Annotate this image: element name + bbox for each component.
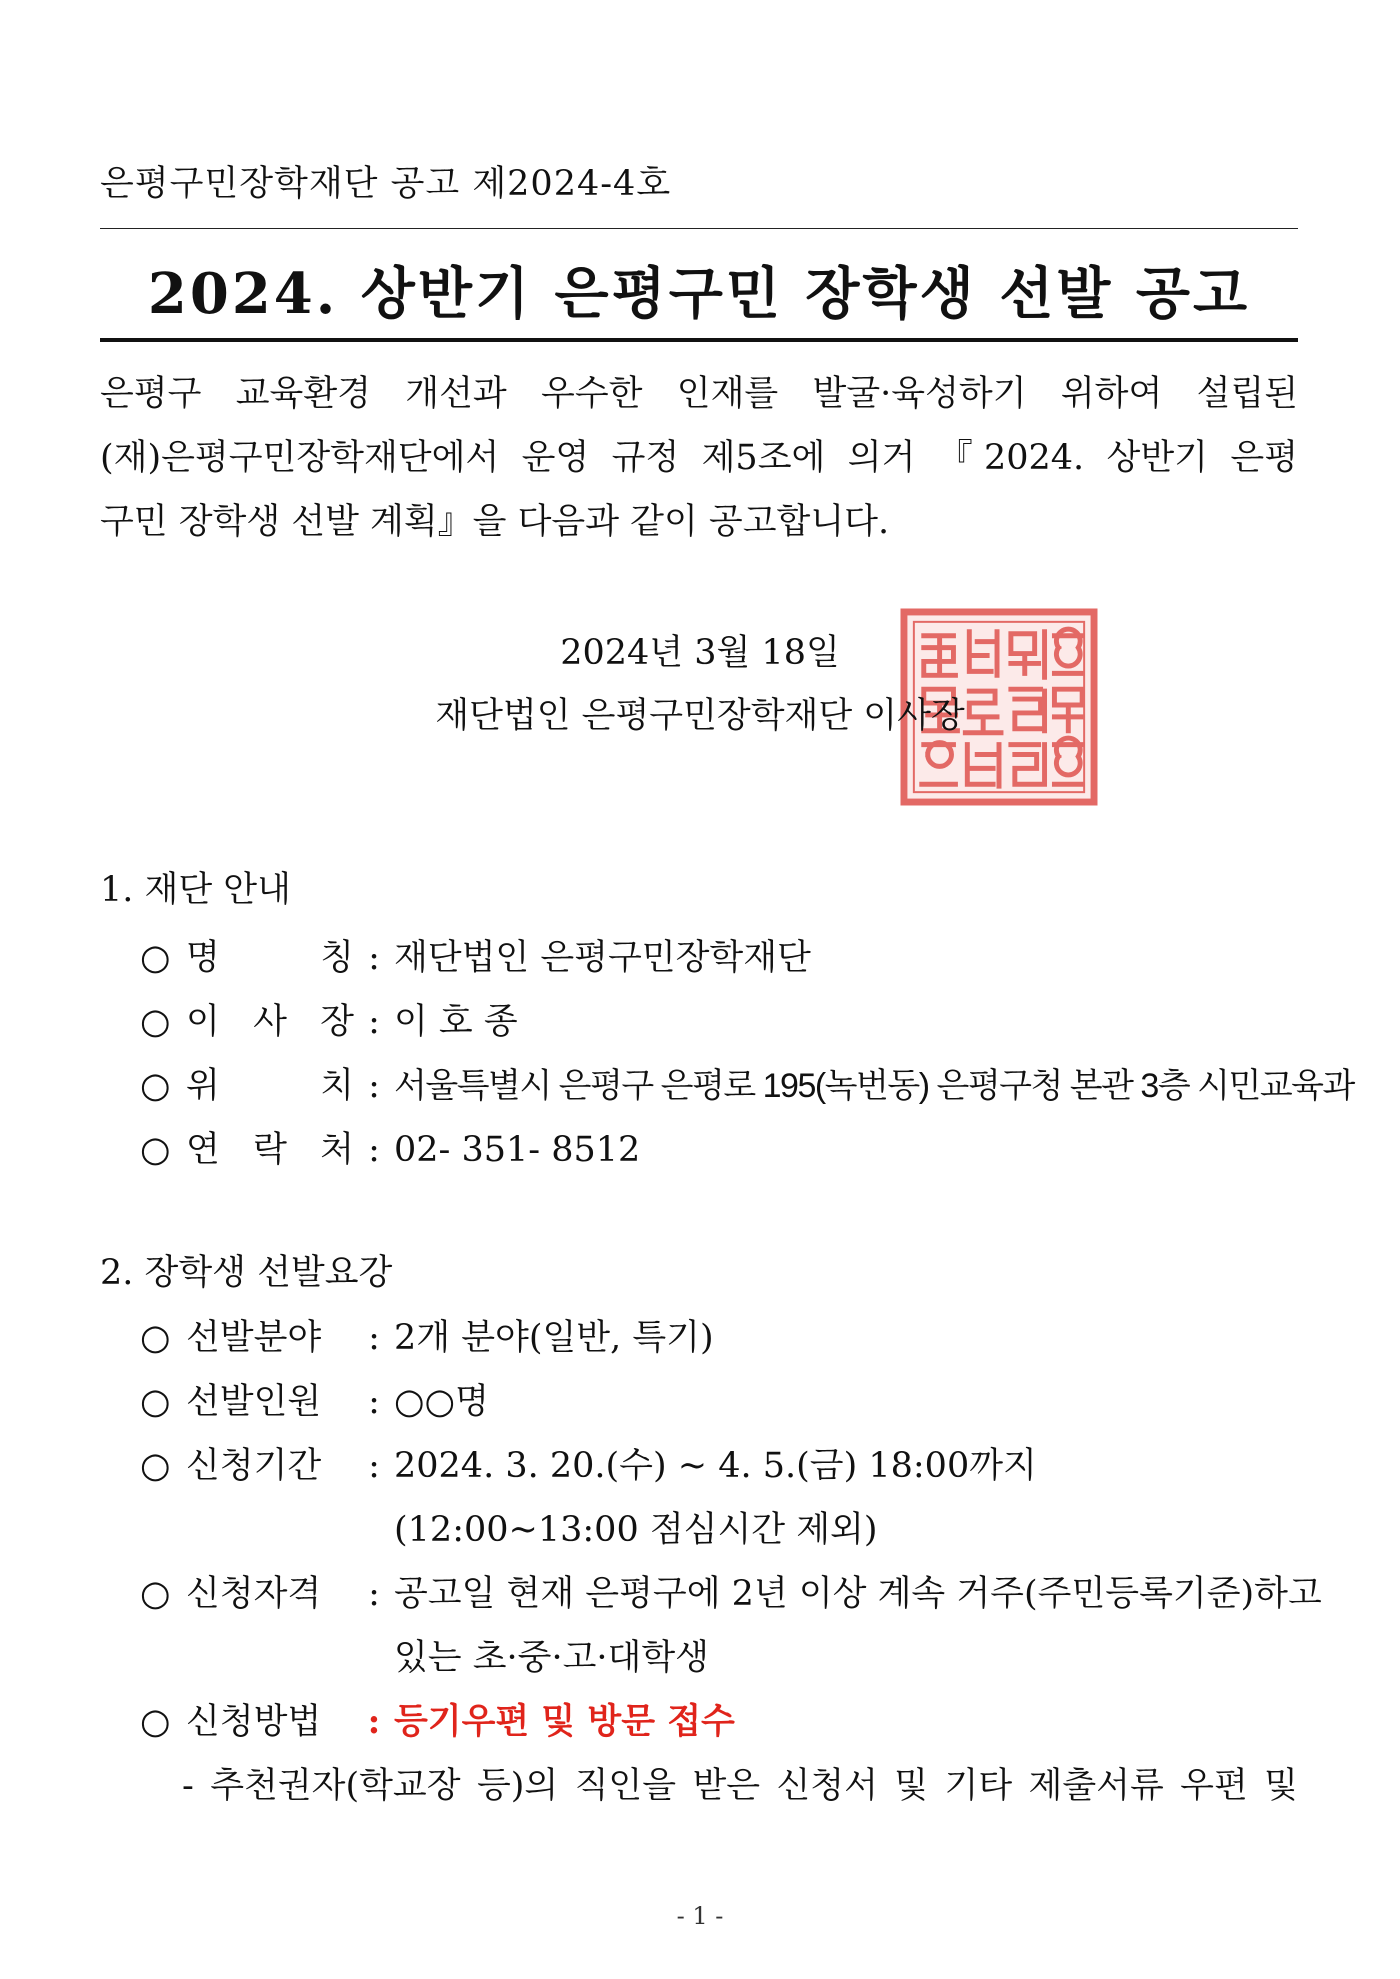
list-item: ○ 명 칭 : 재단법인 은평구민장학재단 bbox=[140, 930, 811, 980]
issuer-name: 재단법인 은평구민장학재단 이사장 bbox=[435, 696, 965, 736]
item-value: 서울특별시 은평구 은평로 195(녹번동) 은평구청 본관 3층 시민교육과 bbox=[394, 1067, 1354, 1105]
intro-paragraph bbox=[100, 362, 1298, 554]
header-divider bbox=[100, 228, 1298, 229]
item-value-continued: (12:00~13:00 점심시간 제외) bbox=[394, 1510, 878, 1550]
announcement-date: 2024년 3월 18일 bbox=[560, 633, 840, 673]
item-label: 위 치 bbox=[186, 1066, 354, 1106]
intro-line: (재)은평구민장학재단에서 운영 규정 제5조에 의거 『2024. 상반기 은평 bbox=[100, 438, 1298, 478]
page-title: 2024. 상반기 은평구민 장학생 선발 공고 bbox=[147, 261, 1251, 327]
list-item: ○ 신청방법 : 등기우편 및 방문 접수 bbox=[140, 1694, 735, 1744]
list-item: ○ 선발인원 : ○○명 bbox=[140, 1374, 489, 1424]
item-value: 2024. 3. 20.(수) ~ 4. 5.(금) 18:00까지 bbox=[394, 1446, 1037, 1486]
item-label: 명 칭 bbox=[186, 938, 354, 978]
item-value-continued: 있는 초·중·고·대학생 bbox=[394, 1638, 709, 1678]
page-number: - 1 - bbox=[676, 1902, 724, 1930]
bullet-icon: ○ bbox=[140, 1702, 171, 1742]
section-heading: 2. 장학생 선발요강 bbox=[100, 1253, 393, 1293]
item-value: ○○명 bbox=[394, 1382, 489, 1422]
item-value: 2개 분야(일반, 특기) bbox=[394, 1318, 714, 1358]
list-item: ○ 선발분야 : 2개 분야(일반, 특기) bbox=[140, 1310, 714, 1360]
list-item: ○ 신청자격 : 공고일 현재 은평구에 2년 이상 계속 거주(주민등록기준)하고 bbox=[140, 1566, 1322, 1616]
item-label: 연 락 처 bbox=[186, 1130, 354, 1170]
bullet-icon: ○ bbox=[140, 1574, 171, 1614]
bullet-icon: ○ bbox=[140, 1066, 171, 1106]
title-divider bbox=[100, 338, 1298, 342]
list-item: ○ 이 사 장 : 이 호 종 bbox=[140, 994, 518, 1044]
item-label: 신청기간 bbox=[186, 1446, 322, 1486]
item-label: 이 사 장 bbox=[186, 1002, 354, 1042]
list-item: ○ 위 치 : 서울특별시 은평구 은평로 195(녹번동) 은평구청 본관 3층 시민교육과 bbox=[140, 1058, 1354, 1108]
item-label: 신청자격 bbox=[186, 1574, 322, 1614]
item-value: 공고일 현재 은평구에 2년 이상 계속 거주(주민등록기준)하고 bbox=[394, 1574, 1322, 1614]
item-value: 재단법인 은평구민장학재단 bbox=[394, 938, 811, 978]
item-value: 02- 351- 8512 bbox=[394, 1130, 641, 1170]
bullet-icon: ○ bbox=[140, 938, 171, 978]
bullet-icon: ○ bbox=[140, 1446, 171, 1486]
notice-number: 은평구민장학재단 공고 제2024-4호 bbox=[100, 164, 672, 204]
sub-item: - 추천권자(학교장 등)의 직인을 받은 신청서 및 기타 제출서류 우편 및 bbox=[182, 1766, 1298, 1806]
bullet-icon: ○ bbox=[140, 1382, 171, 1422]
list-item: ○ 신청기간 : 2024. 3. 20.(수) ~ 4. 5.(금) 18:00까지 bbox=[140, 1438, 1037, 1488]
item-value: 이 호 종 bbox=[394, 1002, 518, 1042]
item-label: 신청방법 bbox=[186, 1702, 322, 1742]
item-label: 선발분야 bbox=[186, 1318, 322, 1358]
bullet-icon: ○ bbox=[140, 1130, 171, 1170]
list-item: ○ 연 락 처 : 02- 351- 8512 bbox=[140, 1122, 640, 1172]
bullet-icon: ○ bbox=[140, 1318, 171, 1358]
item-value-highlight: 등기우편 및 방문 접수 bbox=[394, 1701, 735, 1742]
item-label: 선발인원 bbox=[186, 1382, 322, 1422]
section-heading: 1. 재단 안내 bbox=[100, 870, 291, 910]
intro-line: 구민 장학생 선발 계획』을 다음과 같이 공고합니다. bbox=[100, 502, 890, 542]
bullet-icon: ○ bbox=[140, 1002, 171, 1042]
intro-line: 은평구 교육환경 개선과 우수한 인재를 발굴·육성하기 위하여 설립된 bbox=[100, 374, 1298, 414]
